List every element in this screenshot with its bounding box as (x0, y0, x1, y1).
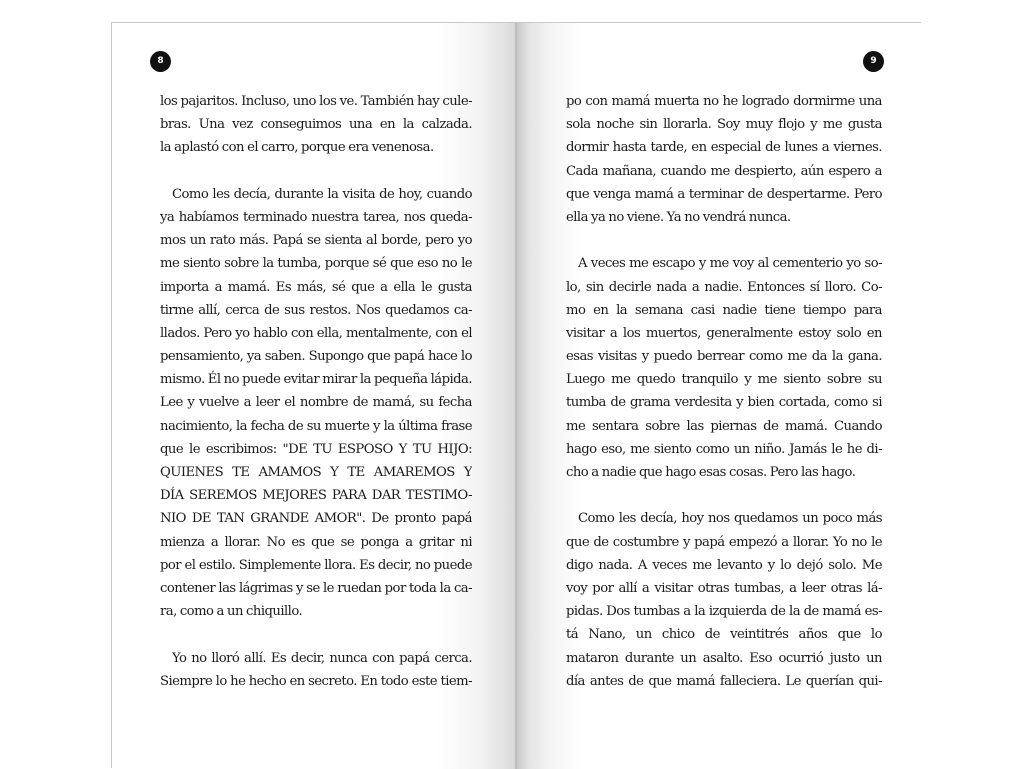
text-line: me siento sobre la tumba, porque sé que eso no le (160, 256, 472, 272)
paragraph-gap (566, 229, 882, 252)
text-line: tá Nano, un chico de veintitrés años que lo (566, 627, 882, 643)
text-line: A veces me escapo y me voy al cementerio yo so- (578, 256, 882, 272)
text-line: sola noche sin llorarla. Soy muy flojo y me gusta (566, 117, 882, 133)
text-line: mienza a llorar. No es que se ponga a gritar ni (160, 534, 472, 550)
text-line: esas visitas y puedo berrear como me da la gana. (566, 349, 882, 365)
page-text (566, 90, 882, 693)
right-page[interactable] (517, 23, 921, 769)
page-number-badge: 8 (150, 51, 171, 72)
text-line: cho a nadie que hago esas cosas. Pero las hago. (566, 465, 856, 480)
text-line: visitar a los muertos, generalmente estoy solo en (566, 325, 882, 341)
text-line: ya habíamos terminado nuestra tarea, nos queda- (160, 209, 472, 225)
text-line: pensamiento, ya saben. Supongo que papá hace lo (160, 349, 472, 365)
text-line: contener las lágrimas y se le ruedan por toda la ca- (160, 580, 472, 596)
text-line: Yo no lloró allí. Es decir, nunca con papá cerca. (172, 650, 472, 666)
text-line: los pajaritos. Incluso, uno los ve. También hay cule- (160, 94, 472, 109)
text-line: lo, sin decirle nada a nadie. Entonces sí lloro. Co- (566, 279, 882, 295)
text-line: ra, como a un chiquillo. (160, 604, 303, 620)
text-line: la aplastó con el carro, porque era venenosa. (160, 140, 434, 156)
text-line: Luego me quedo tranquilo y me siento sobre su (566, 372, 882, 388)
paragraph-gap (160, 160, 472, 183)
text-line: tumba de grama verdesita y bien cortada, como si (566, 395, 882, 411)
text-line: me sentara sobre las piernas de mamá. Cuando (566, 418, 882, 434)
text-line: hago eso, me siento como un niño. Jamás le he di- (566, 441, 882, 457)
text-line: que de costumbre y papá empezó a llorar. Yo no le (566, 534, 882, 550)
text-line: Siempre lo he hecho en secreto. En todo este tiem- (160, 673, 472, 689)
text-line: pidas. Dos tumbas a la izquierda de la de mamá es- (566, 604, 882, 620)
text-line: llados. Pero yo hablo con ella, mentalmente, con el (160, 325, 472, 341)
text-line: día antes de que mamá falleciera. Le querían qui- (566, 673, 882, 689)
text-line: bras. Una vez conseguimos una en la calzada. (160, 117, 472, 133)
paragraph (160, 90, 472, 160)
text-line: Lee y vuelve a leer el nombre de mamá, su fecha (160, 395, 472, 411)
text-line: voy por allí a visitar otras tumbas, a leer otras lá- (566, 580, 882, 596)
paragraph (160, 647, 472, 693)
paragraph (160, 183, 472, 624)
text-line: ella ya no viene. Ya no vendrá nunca. (566, 209, 791, 225)
text-line: digo nada. A veces me levanto y lo dejó solo. Me (566, 557, 882, 573)
text-line: Cada mañana, cuando me despierto, aún espero a (566, 163, 882, 179)
paragraph (566, 90, 882, 229)
text-line: dormir hasta tarde, en especial de lunes a viernes. (566, 140, 882, 156)
text-line: mataron durante un asalto. Eso ocurrió justo un (566, 650, 882, 666)
text-line: mo en la semana casi nadie tiene tiempo para (566, 302, 882, 318)
text-line: que le escribimos: "DE TU ESPOSO Y TU HIJO: (160, 441, 472, 457)
text-line: NIO DE TAN GRANDE AMOR". De pronto papá (160, 511, 472, 527)
paragraph-gap (566, 484, 882, 507)
text-line: mismo. Él no puede evitar mirar la pequeña lápida. (160, 372, 472, 388)
text-line: importa a mamá. Es más, sé que a ella le gusta (160, 279, 472, 295)
paragraph (566, 252, 882, 484)
text-line: QUIENES TE AMAMOS Y TE AMAREMOS Y (160, 465, 472, 480)
text-line: por el estilo. Simplemente llora. Es decir, no puede (160, 557, 472, 573)
text-line: Como les decía, durante la visita de hoy, cuando (172, 186, 472, 202)
left-page[interactable] (112, 23, 517, 769)
paragraph (566, 507, 882, 693)
text-line: tirme allí, cerca de sus restos. Nos quedamos ca- (160, 302, 472, 318)
text-line: mos un rato más. Papá se sienta al borde, pero yo (160, 233, 472, 249)
book-spread (111, 22, 921, 768)
text-line: nacimiento, la fecha de su muerte y la última frase (160, 418, 472, 434)
text-line: po con mamá muerta no he logrado dormirme una (566, 94, 882, 109)
text-line: que venga mamá a terminar de despertarme. Pero (566, 186, 882, 202)
text-line: DÍA SEREMOS MEJORES PARA DAR TESTIMO- (160, 488, 472, 504)
text-line: Como les decía, hoy nos quedamos un poco más (578, 511, 882, 527)
paragraph-gap (160, 623, 472, 646)
page-text (160, 90, 472, 693)
page-number-badge: 9 (863, 51, 884, 72)
